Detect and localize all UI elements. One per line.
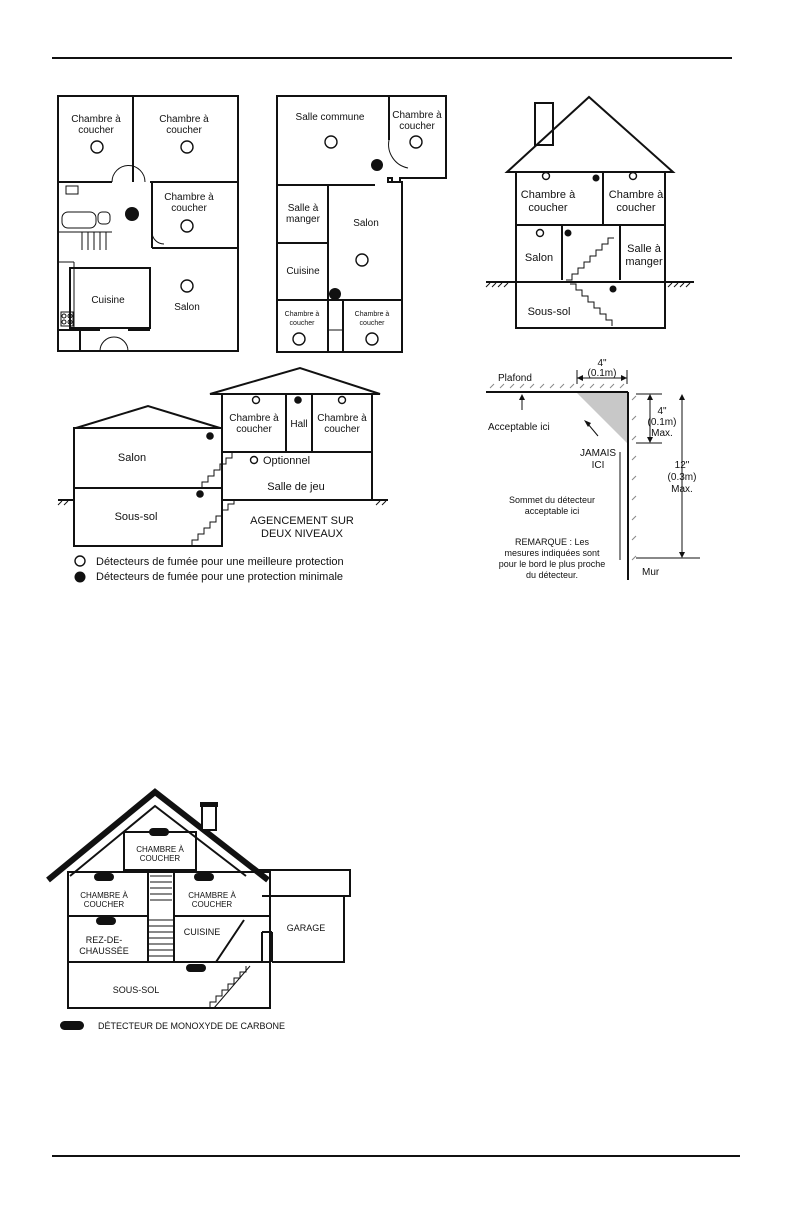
co-chambre-left-l1: CHAMBRE À (80, 891, 128, 900)
split-hall: Hall (290, 419, 308, 430)
split-chambre-left-l1: Chambre à (229, 413, 279, 424)
split-salle-jeu: Salle de jeu (267, 481, 325, 493)
ceil-note-l1: REMARQUE : Les (514, 537, 590, 547)
section-salle-manger-l2: manger (625, 256, 663, 268)
ceil-note-l3: pour le bord le plus proche (498, 559, 606, 569)
plan1-chambre3-l2: coucher (171, 203, 207, 214)
ceil-never-l1: JAMAIS (579, 448, 617, 459)
plan2-chambre-top-l2: coucher (399, 121, 435, 132)
split-layout-title-l1: AGENCEMENT SUR (250, 515, 354, 527)
co-detector (96, 917, 116, 925)
plan2-salon: Salon (353, 218, 379, 229)
plan2-chambre-bl-l1: Chambre à (284, 311, 320, 318)
ceil-acceptable: Acceptable ici (488, 422, 550, 433)
section-salle-manger-l1: Salle à (627, 243, 661, 255)
co-legend-icon (60, 1021, 84, 1030)
svg-text:CHAMBRE À (188, 891, 236, 900)
plan1-chambre1-l2: coucher (78, 125, 114, 136)
ceil-width-dim-l2: (0.1m) (587, 368, 617, 379)
plan1-chambre2-l2: coucher (166, 125, 202, 136)
section-sous-sol: Sous-sol (527, 306, 571, 318)
co-detector (194, 873, 214, 881)
plan2-salle-manger-l1: Salle à (287, 203, 319, 214)
plan2-salle-commune: Salle commune (295, 112, 365, 123)
plan1-chambre2-l1: Chambre à (159, 114, 209, 125)
plan1-chambre1-l1: Chambre à (71, 114, 121, 125)
ceil-top-acceptable-l2: acceptable ici (524, 506, 580, 516)
svg-text:CHAMBRE À (80, 891, 128, 900)
ceil-max-large-l1: 12" (674, 460, 690, 471)
ceil-max-large-l3: Max. (671, 484, 693, 495)
co-chambre-left-l2: COUCHER (83, 900, 125, 909)
co-garage: GARAGE (286, 923, 326, 933)
co-cuisine: CUISINE (183, 927, 221, 937)
plan2-salle-manger-l2: manger (286, 214, 320, 225)
svg-text:COUCHER (84, 900, 125, 909)
plan2-chambre-br-l2: coucher (359, 320, 385, 327)
co-detector (186, 964, 206, 972)
co-detector (149, 828, 169, 836)
svg-text:COUCHER (192, 900, 233, 909)
co-chambre-top-l1: CHAMBRE À (136, 845, 184, 854)
co-legend: DÉTECTEUR DE MONOXYDE DE CARBONE (98, 1021, 286, 1031)
co-rez-l2: CHAUSSÉE (79, 946, 129, 956)
split-salon: Salon (117, 452, 147, 464)
section-chambre-right-l2: coucher (616, 202, 656, 214)
co-detector (94, 873, 114, 881)
split-optionnel: Optionnel (263, 455, 311, 467)
split-chambre-right-l2: coucher (324, 424, 360, 435)
ceil-max-small-l2: (0.1m) (647, 417, 677, 428)
ceil-max-large-l2: (0.3m) (667, 472, 697, 483)
legend-minimal: Détecteurs de fumée pour une protection minimale (96, 571, 344, 583)
ceil-plafond: Plafond (498, 373, 532, 384)
ceil-top-acceptable-l1: Sommet du détecteur (508, 495, 596, 505)
ceil-note-l4: du détecteur. (525, 570, 579, 580)
split-layout-title-l2: DEUX NIVEAUX (261, 528, 343, 540)
svg-text:CHAMBRE À (136, 845, 184, 854)
ceil-max-small-l1: 4" (657, 406, 667, 417)
split-sous-sol: Sous-sol (114, 511, 158, 523)
section-chambre-left-l2: coucher (528, 202, 568, 214)
split-chambre-left-l2: coucher (236, 424, 272, 435)
section-chambre-left-l1: Chambre à (520, 189, 576, 201)
co-chambre-right-l2: COUCHER (191, 900, 233, 909)
ceil-note-l2: mesures indiquées sont (504, 548, 600, 558)
plan2-chambre-br-l1: Chambre à (354, 311, 390, 318)
co-sous-sol: SOUS-SOL (112, 985, 160, 995)
svg-text:REZ-DE- (86, 935, 123, 945)
section-salon: Salon (524, 252, 554, 264)
ceil-mur: Mur (642, 567, 660, 578)
split-chambre-right-l1: Chambre à (317, 413, 367, 424)
legend-best: Détecteurs de fumée pour une meilleure protection (96, 556, 344, 568)
ceil-max-small-l3: Max. (651, 428, 673, 439)
section-chambre-right-l1: Chambre à (608, 189, 664, 201)
co-chambre-right-l1: CHAMBRE À (188, 891, 236, 900)
ceil-width-dim-l1: 4" (597, 358, 607, 369)
plan2-chambre-top-l1: Chambre à (392, 110, 442, 121)
ceil-never-l2: ICI (591, 460, 605, 471)
svg-text:CHAUSSÉE (79, 946, 129, 956)
plan2-chambre-bl-l2: coucher (289, 320, 315, 327)
co-rez-l1: REZ-DE- (85, 935, 123, 945)
plan2-cuisine: Cuisine (286, 266, 320, 277)
plan1-salon: Salon (174, 302, 200, 313)
svg-text:COUCHER (140, 854, 181, 863)
plan1-cuisine: Cuisine (91, 295, 125, 306)
co-chambre-top-l2: COUCHER (139, 854, 181, 863)
plan1-chambre3-l1: Chambre à (164, 192, 214, 203)
